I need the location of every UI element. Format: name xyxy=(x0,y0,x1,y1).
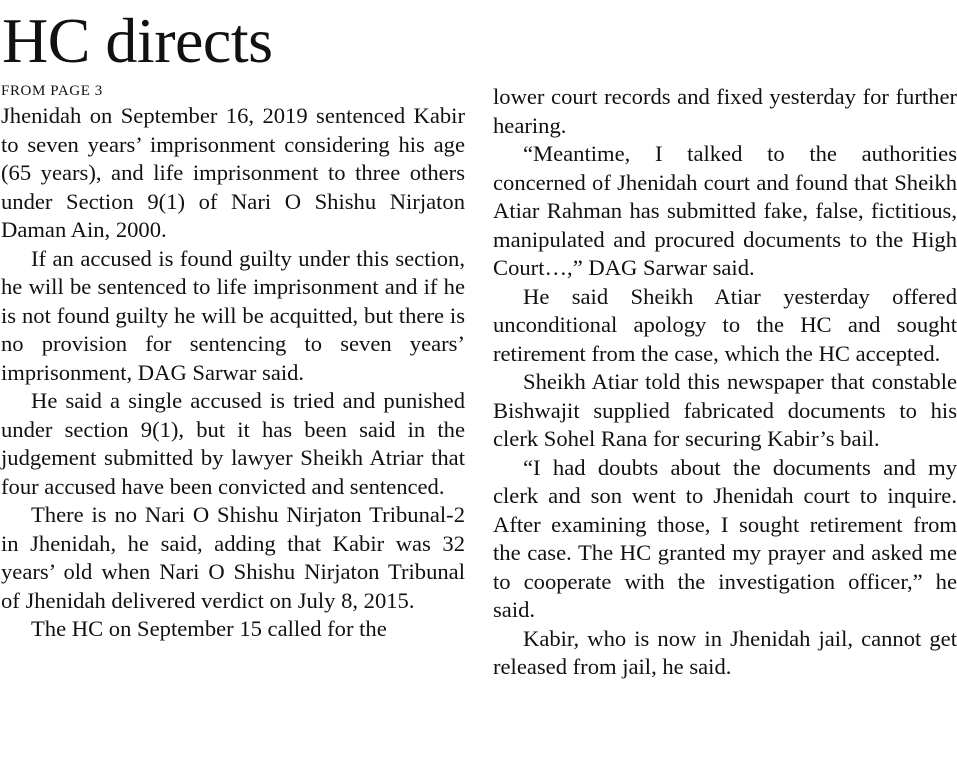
paragraph: If an accused is found guilty under this section, he will be sentenced to life imprisonment and if he is not found guilty he will be acquitted, but there is no provision for sentencing to seven years’ imprisonment, DAG Sarwar said. xyxy=(1,245,465,385)
right-column xyxy=(493,83,957,682)
headline: HC directs xyxy=(2,5,273,76)
paragraph: Kabir, who is now in Jhenidah jail, cannot get released from jail, he said. xyxy=(493,625,957,679)
paragraph: Sheikh Atiar told this newspaper that constable Bishwajit supplied fabricated documents to his clerk Sohel Rana for securing Kabir’s bail. xyxy=(493,369,957,451)
paragraph: The HC on September 15 called for the xyxy=(31,616,387,641)
left-column xyxy=(1,80,465,644)
paragraph: He said Sheikh Atiar yesterday offered unconditional apology to the HC and sought retirement from the case, which the HC accepted. xyxy=(493,283,957,366)
kicker-from-page: FROM PAGE 3 xyxy=(1,83,103,99)
paragraph: “I had doubts about the documents and my clerk and son went to Jhenidah court to inquire. After examining those, I sought retirement from the case. The HC granted my prayer and asked me to cooperate with the investigation officer,” he said. xyxy=(493,454,957,622)
paragraph: “Meantime, I talked to the authorities concerned of Jhenidah court and found that Sheikh Atiar Rahman has submitted fake, false, fictitious, manipulated and procured documents to the High Court…,” DAG Sarwar said. xyxy=(493,141,957,280)
paragraph: He said a single accused is tried and punished under section 9(1), but it has been said in the judgement submitted by lawyer Sheikh Atriar that four accused have been convicted and sentenced. xyxy=(1,388,465,499)
paragraph: Jhenidah on September 16, 2019 sentenced Kabir to seven years’ imprisonment considering his age (65 years), and life imprisonment to three others under Section 9(1) of Nari O Shishu Nirjaton Daman Ain, 2000. xyxy=(1,103,465,242)
paragraph: There is no Nari O Shishu Nirjaton Tribunal-2 in Jhenidah, he said, adding that Kabir was 32 years’ old when Nari O Shishu Nirjaton Tribunal of Jhenidah delivered verdict on July 8, 2015. xyxy=(1,502,465,613)
paragraph: lower court records and fixed yesterday for further hearing. xyxy=(493,84,957,138)
